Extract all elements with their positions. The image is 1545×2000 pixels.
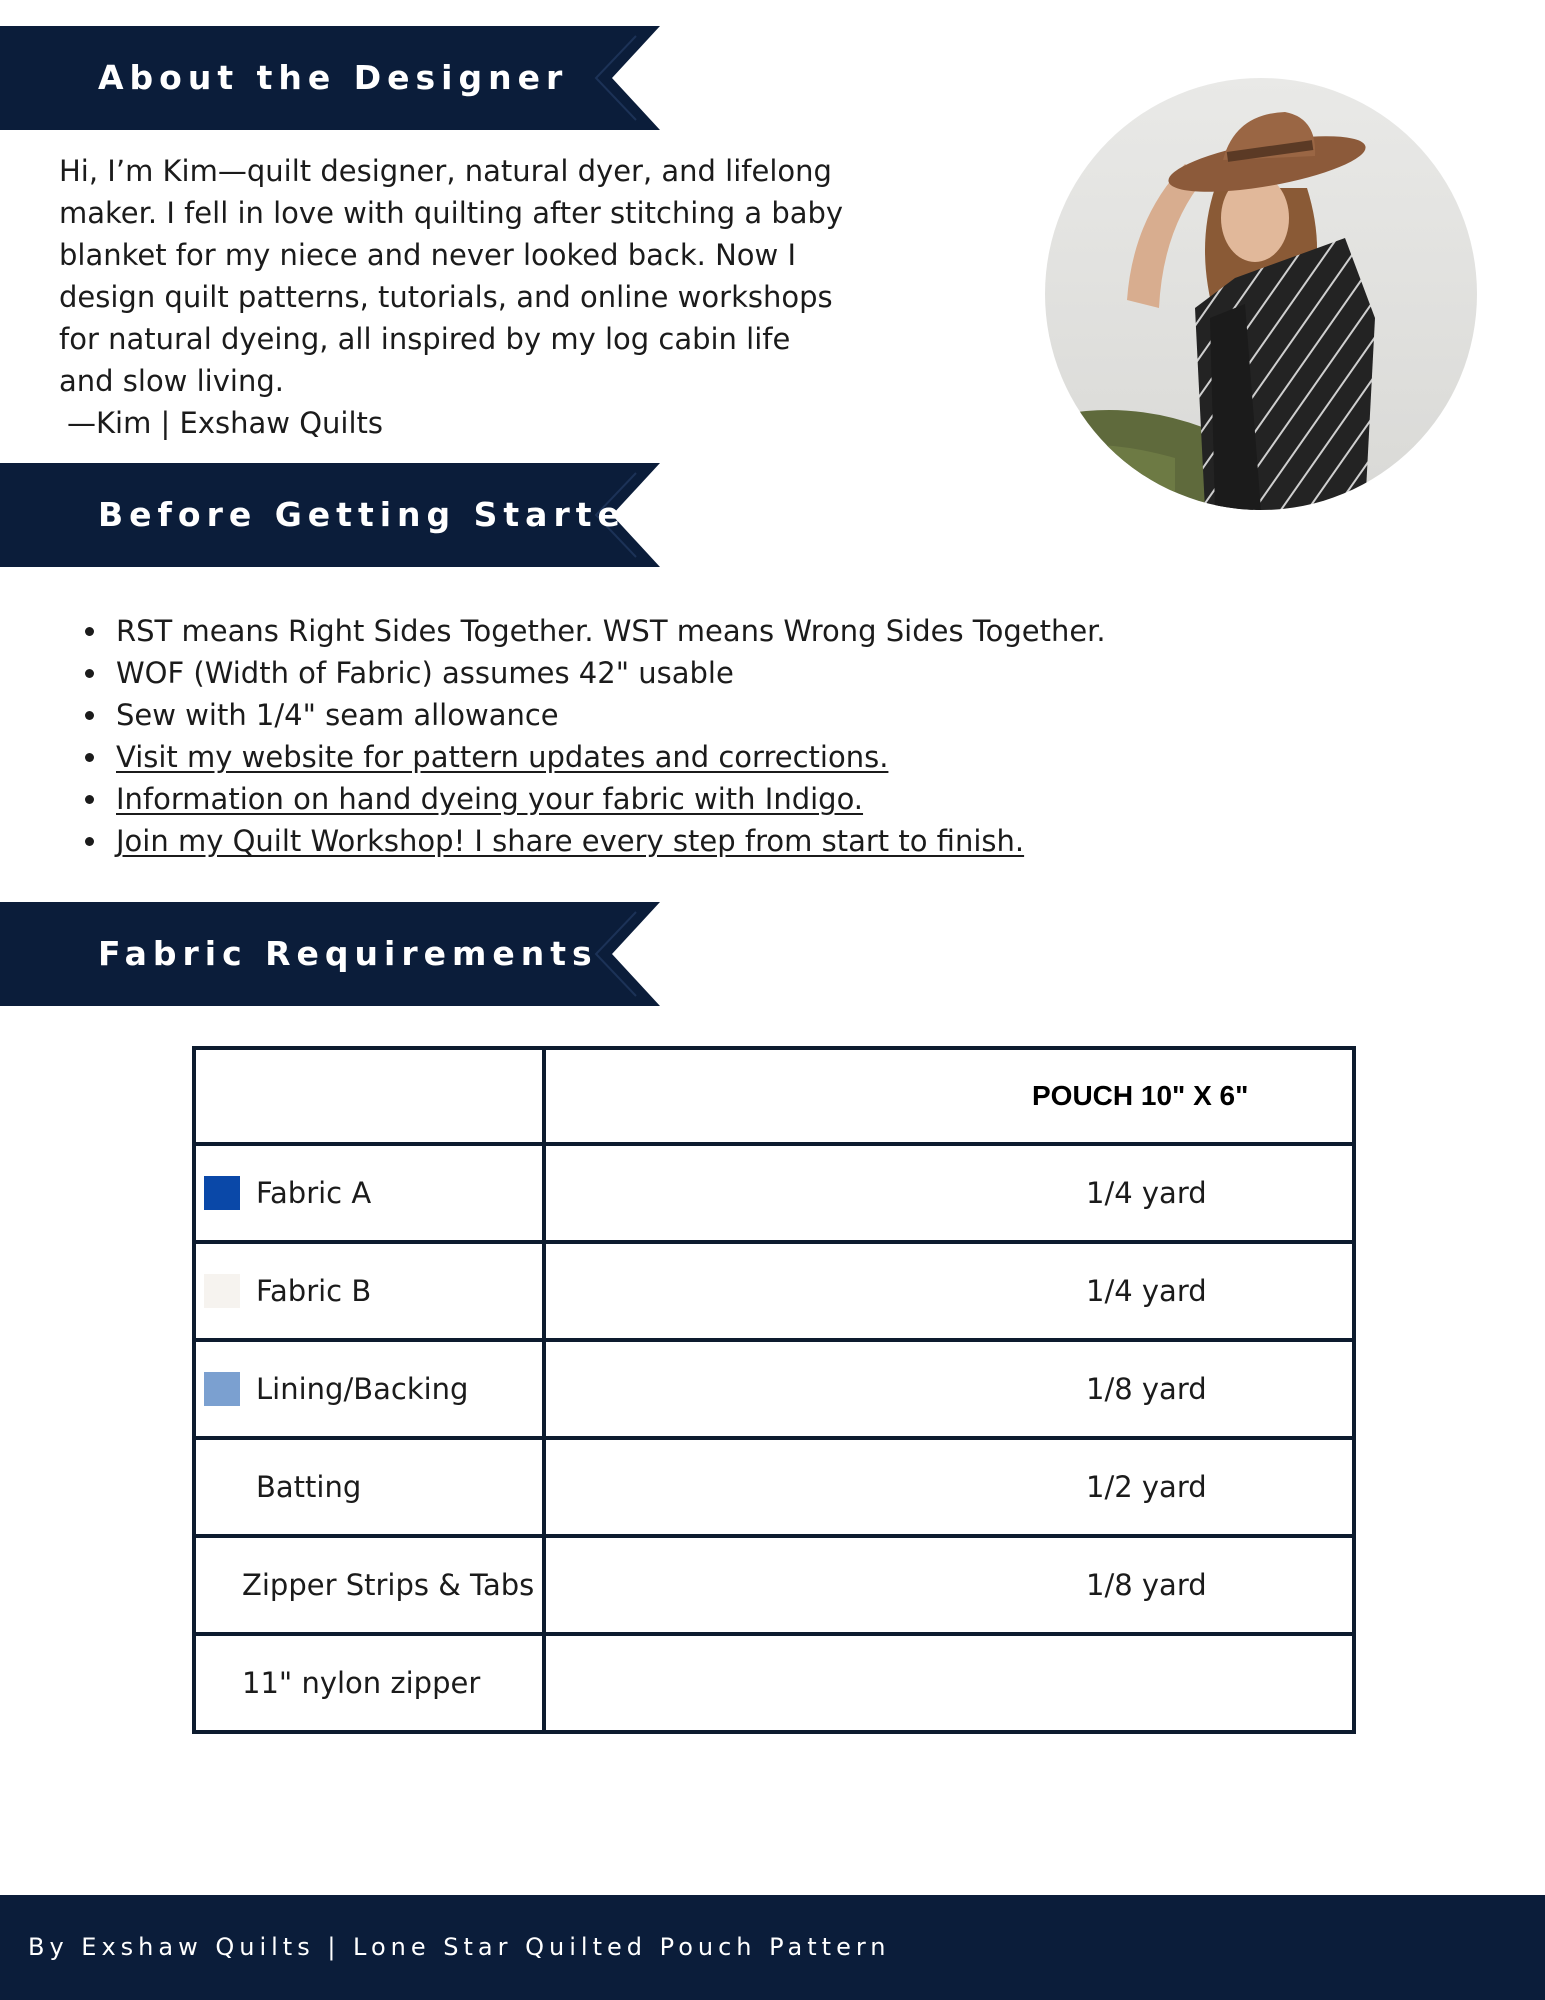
fabric-amount: 1/4 yard xyxy=(544,1144,1354,1242)
fabric-name: 11" nylon zipper xyxy=(242,1666,481,1700)
fabric-amount: 1/2 yard xyxy=(544,1438,1354,1536)
designer-bio xyxy=(59,150,849,444)
fabric-amount: 1/8 yard xyxy=(544,1340,1354,1438)
instruction-link-item xyxy=(110,736,1106,778)
table-row xyxy=(194,1634,1354,1732)
bio-signature: —Kim | Exshaw Quilts xyxy=(67,406,384,440)
fabric-name: Zipper Strips & Tabs xyxy=(242,1568,535,1602)
fabric-name-cell xyxy=(194,1144,544,1242)
instruction-link-item xyxy=(110,820,1106,862)
page-footer xyxy=(0,1895,1545,2000)
fabric-amount xyxy=(544,1634,1354,1732)
pouch-size-header: POUCH 10" X 6" xyxy=(544,1048,1354,1144)
instruction-item: • Sew with 1/4" seam allowance xyxy=(110,694,1106,736)
fabric-name-cell xyxy=(194,1536,544,1634)
instructions-list xyxy=(72,610,1106,862)
fabric-requirements-heading: Fabric Requirements xyxy=(98,934,598,973)
lining-swatch xyxy=(204,1372,240,1406)
before-getting-started-heading: Before Getting Started xyxy=(98,495,656,534)
fabric-name-cell xyxy=(194,1340,544,1438)
fabric-b-swatch xyxy=(204,1274,240,1308)
table-header-row xyxy=(194,1048,1354,1144)
fabric-name: Lining/Backing xyxy=(256,1372,469,1406)
table-row xyxy=(194,1438,1354,1536)
indigo-dyeing-link[interactable]: Information on hand dyeing your fabric with Indigo. xyxy=(116,782,864,816)
instruction-link-item xyxy=(110,778,1106,820)
website-updates-link[interactable]: Visit my website for pattern updates and corrections. xyxy=(116,740,889,774)
bio-text: Hi, I’m Kim—quilt designer, natural dyer, and lifelong maker. I fell in love with quilting after stitching a baby blanket for my niece and never looked back. Now I design quilt patterns, tutorials, and online workshops for natural dyeing, all inspired by my log cabin life and slow living. xyxy=(59,154,844,398)
instruction-item: • RST means Right Sides Together. WST means Wrong Sides Together. xyxy=(110,610,1106,652)
fabric-amount: 1/4 yard xyxy=(544,1242,1354,1340)
fabric-amount: 1/8 yard xyxy=(544,1536,1354,1634)
about-designer-heading: About the Designer xyxy=(98,58,569,97)
fabric-name: Fabric B xyxy=(256,1274,372,1308)
fabric-name-cell xyxy=(194,1438,544,1536)
table-header-empty-cell xyxy=(194,1048,544,1144)
fabric-requirements-banner xyxy=(0,902,660,1006)
fabric-name-cell xyxy=(194,1242,544,1340)
fabric-a-swatch xyxy=(204,1176,240,1210)
designer-photo xyxy=(1045,78,1477,510)
before-getting-started-banner xyxy=(0,463,660,567)
footer-text: By Exshaw Quilts | Lone Star Quilted Pouch Pattern xyxy=(28,1933,891,1961)
instruction-item: • WOF (Width of Fabric) assumes 42" usable xyxy=(110,652,1106,694)
table-row xyxy=(194,1242,1354,1340)
table-row xyxy=(194,1340,1354,1438)
fabric-requirements-table xyxy=(192,1046,1352,1734)
about-designer-banner xyxy=(0,26,660,130)
quilt-workshop-link[interactable]: Join my Quilt Workshop! I share every step from start to finish. xyxy=(116,824,1025,858)
fabric-name-cell xyxy=(194,1634,544,1732)
fabric-name: Batting xyxy=(256,1470,362,1504)
table-row xyxy=(194,1144,1354,1242)
fabric-name: Fabric A xyxy=(256,1176,372,1210)
table-row xyxy=(194,1536,1354,1634)
